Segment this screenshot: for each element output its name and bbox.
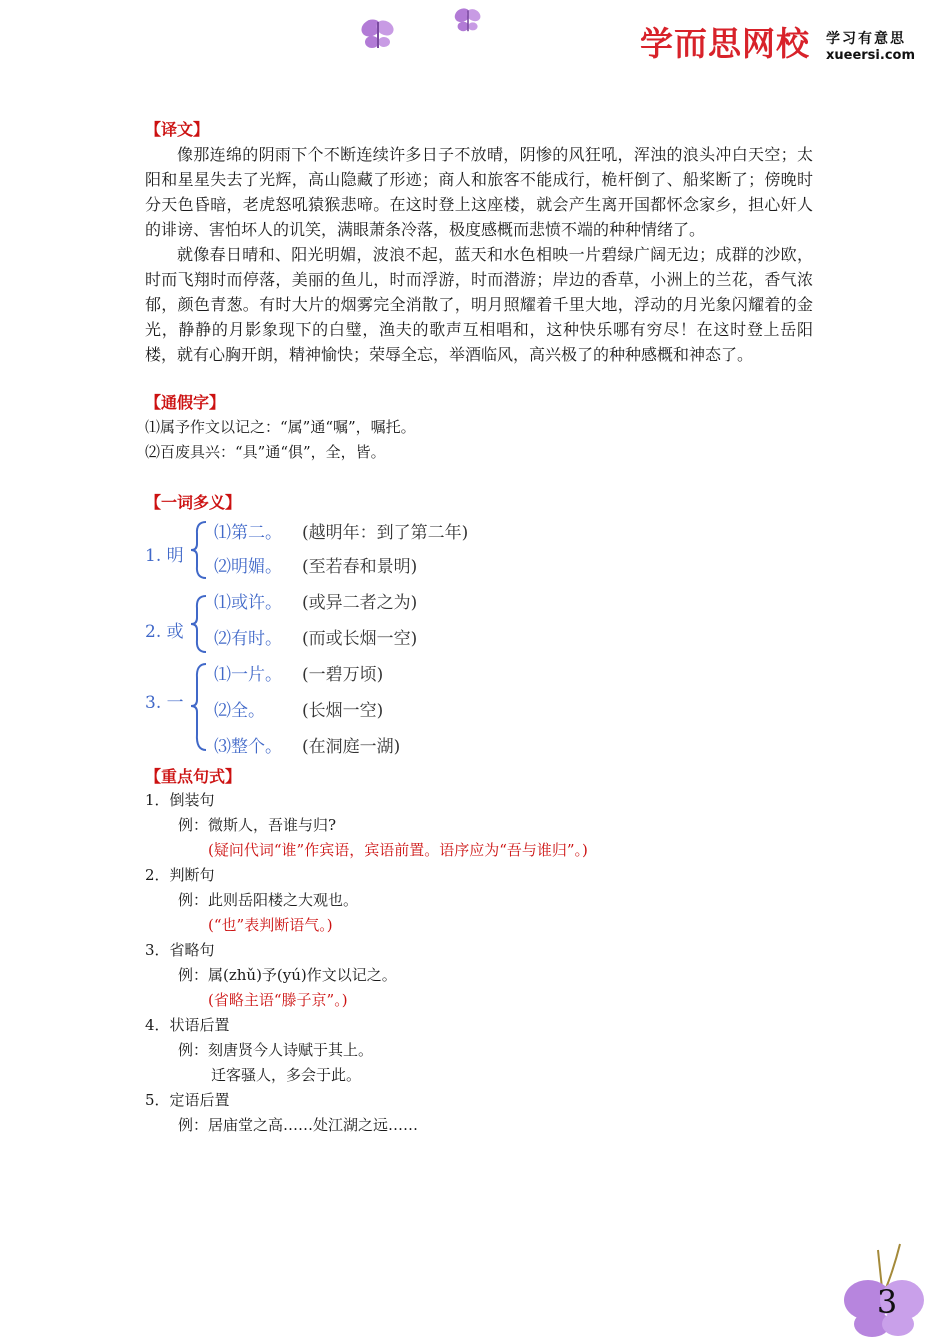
logo-domain: xueersi.com <box>826 48 916 63</box>
translation-paragraph: 像那连绵的阴雨下个不断连续许多日子不放晴，阴惨的风狂吼，浑浊的浪头冲白天空；太阳和星星失去了光辉，高山隐藏了形迹；商人和旅客不能成行，桅杆倒了、船桨断了；傍晚时分天色昏暗，老虎怒吼猿猴悲啼。在这时登上这座楼，就会产生离开国都怀念家乡，担心奸人的诽谤、害怕坏人的讥笑，满眼萧条冷落，极度感概而悲愤不端的种种情绪了。 <box>145 145 813 239</box>
polysemy-meaning: ⑵有时。 <box>214 629 282 649</box>
polysemy-meaning: ⑵全。 <box>214 701 265 721</box>
polysemy-example: (在洞庭一湖) <box>302 737 401 757</box>
pattern-example: 例：微斯人，吾谁与归? <box>178 816 337 834</box>
polysemy-example: (越明年：到了第二年) <box>302 523 469 543</box>
polysemy-word: 2. 或 <box>145 622 184 642</box>
polysemy-meaning: ⑴一片。 <box>214 665 282 685</box>
translation-heading: 【译文】 <box>145 120 210 139</box>
yiciduoyi-section <box>145 490 813 513</box>
polysemy-word: 3. 一 <box>145 693 184 713</box>
polysemy-example: (一碧万顷) <box>302 665 384 685</box>
polysemy-meaning: ⑴或许。 <box>214 593 282 613</box>
brace-icon <box>188 662 210 752</box>
sentence-pattern-section <box>145 764 813 1138</box>
pattern-title: 1．倒装句 <box>145 791 215 809</box>
yiciduoyi-heading: 【一词多义】 <box>145 493 242 512</box>
polysemy-example: (或异二者之为) <box>302 593 418 613</box>
logo-text: 学而思网校 <box>640 24 810 63</box>
brace-icon <box>188 520 210 580</box>
pattern-note: (“也”表判断语气。) <box>208 916 333 934</box>
polysemy-word: 1. 明 <box>145 546 184 566</box>
translation-paragraph: 就像春日晴和、阳光明媚，波浪不起，蓝天和水色相映一片碧绿广阔无边；成群的沙欧，时而飞翔时而停落，美丽的鱼儿，时而浮游，时而潜游；岸边的香草，小洲上的兰花，香气浓郁，颜色青葱。有时大片的烟雾完全消散了，明月照耀着千里大地，浮动的月光象闪耀着的金光，静静的月影象现下的白璧，渔夫的歌声互相唱和，这种快乐哪有穷尽！在这时登上岳阳楼，就有心胸开朗，精神愉快；荣辱全忘，举酒临风，高兴极了的种种感概和神态了。 <box>145 245 813 364</box>
pattern-example: 例：居庙堂之高……处江湖之远…… <box>178 1116 419 1134</box>
sentence-pattern-heading: 【重点句式】 <box>145 767 242 786</box>
brace-icon <box>188 594 210 654</box>
polysemy-meaning: ⑴第二。 <box>214 523 282 543</box>
pattern-title: 5．定语后置 <box>145 1091 230 1109</box>
pattern-example: 例：此则岳阳楼之大观也。 <box>178 891 359 909</box>
pattern-example: 例：属(zhǔ)予(yú)作文以记之。 <box>178 966 397 984</box>
polysemy-example: (至若春和景明) <box>302 557 418 577</box>
pattern-example: 例：刻唐贤今人诗赋于其上。 <box>178 1041 374 1059</box>
polysemy-example: (而或长烟一空) <box>302 629 418 649</box>
polysemy-example: (长烟一空) <box>302 701 384 721</box>
pattern-title: 3．省略句 <box>145 941 215 959</box>
tongjiazi-heading: 【通假字】 <box>145 393 226 412</box>
pattern-example: 迁客骚人，多会于此。 <box>211 1066 362 1084</box>
tongjiazi-section <box>145 390 813 465</box>
polysemy-meaning: ⑵明媚。 <box>214 557 282 577</box>
tongjiazi-item: ⑴属予作文以记之：“属”通“嘱”，嘱托。 <box>145 418 416 436</box>
page-number: 3 <box>876 1283 898 1321</box>
translation-section <box>145 117 813 367</box>
butterfly-icon <box>452 4 484 36</box>
logo-slogan: 学习有意思 <box>826 31 906 47</box>
polysemy-meaning: ⑶整个。 <box>214 737 282 757</box>
pattern-title: 2．判断句 <box>145 866 215 884</box>
pattern-title: 4．状语后置 <box>145 1016 230 1034</box>
brand-logo <box>640 22 920 68</box>
pattern-note: (疑问代词“谁”作宾语，宾语前置。语序应为“吾与谁归”。) <box>208 841 588 859</box>
pattern-note: (省略主语“滕子京”。) <box>208 991 348 1009</box>
tongjiazi-item: ⑵百废具兴：“具”通“俱”，全，皆。 <box>145 443 386 461</box>
butterfly-icon <box>358 14 398 54</box>
